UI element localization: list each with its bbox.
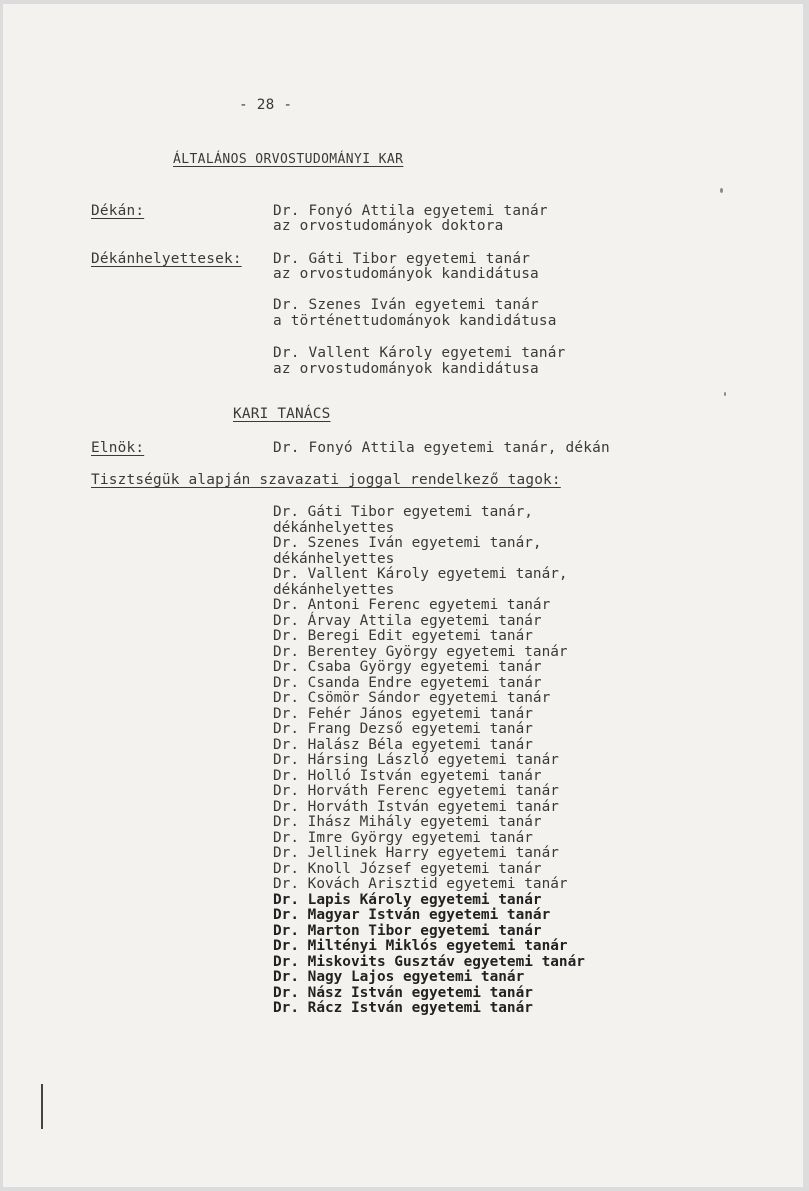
member-line: Dr. Miskovits Gusztáv egyetemi tanár (273, 953, 585, 970)
member-line: Dr. Antoni Ferenc egyetemi tanár (273, 597, 551, 613)
vice-dean-2-title: a történettudományok kandidátusa (273, 313, 557, 329)
member-line: Dr. Magyar István egyetemi tanár (273, 907, 551, 923)
vice-dean-1-name: Dr. Gáti Tibor egyetemi tanár (273, 251, 531, 267)
member-line: Dr. Miltényi Miklós egyetemi tanár (273, 938, 568, 954)
member-line: Dr. Fehér János egyetemi tanár (273, 705, 533, 722)
vice-deans-label: Dékánhelyettesek: (91, 251, 242, 267)
page-number: - 28 - (239, 97, 293, 113)
chair-label: Elnök: (91, 440, 145, 456)
member-line: Dr. Csaba György egyetemi tanár (273, 659, 542, 675)
member-line: Dr. Frang Dezső egyetemi tanár (273, 721, 533, 737)
margin-mark (41, 1084, 43, 1129)
member-line: dékánhelyettes (273, 519, 395, 536)
dean-label: Dékán: (91, 203, 145, 219)
member-line: Dr. Szenes Iván egyetemi tanár, (273, 535, 542, 551)
document-page (3, 4, 803, 1187)
council-title: KARI TANÁCS (233, 406, 331, 422)
vice-dean-2-name: Dr. Szenes Iván egyetemi tanár (273, 297, 539, 313)
vice-dean-3-title: az orvostudományok kandidátusa (273, 361, 539, 377)
member-line: Dr. Kovách Arisztid egyetemi tanár (273, 876, 568, 892)
member-line: Dr. Csanda Endre egyetemi tanár (273, 674, 542, 691)
dean-name: Dr. Fonyó Attila egyetemi tanár (273, 203, 548, 219)
faculty-title: ÁLTALÁNOS ORVOSTUDOMÁNYI KAR (173, 152, 404, 167)
members-heading: Tisztségük alapján szavazati joggal rendelkező tagok: (91, 472, 561, 488)
member-line: Dr. Halász Béla egyetemi tanár (273, 736, 533, 753)
member-line: Dr. Knoll József egyetemi tanár (273, 860, 542, 877)
member-line: Dr. Árvay Attila egyetemi tanár (273, 612, 542, 629)
vice-dean-1-title: az orvostudományok kandidátusa (273, 266, 539, 282)
member-line: Dr. Beregi Edit egyetemi tanár (273, 628, 533, 644)
member-line: Dr. Csömör Sándor egyetemi tanár (273, 690, 551, 706)
member-line: Dr. Lapis Károly egyetemi tanár (273, 891, 542, 908)
member-line: Dr. Vallent Károly egyetemi tanár, (273, 566, 568, 582)
vice-dean-3-name: Dr. Vallent Károly egyetemi tanár (273, 345, 566, 361)
member-line: Dr. Nász István egyetemi tanár (273, 984, 533, 1001)
member-line: Dr. Horváth Ferenc egyetemi tanár (273, 783, 559, 799)
member-line: Dr. Nagy Lajos egyetemi tanár (273, 969, 525, 985)
dean-title: az orvostudományok doktora (273, 218, 504, 234)
member-line: Dr. Imre György egyetemi tanár (273, 829, 533, 846)
member-line: Dr. Gáti Tibor egyetemi tanár, (273, 504, 533, 520)
member-line: Dr. Hársing László egyetemi tanár (273, 752, 559, 768)
members-list (273, 505, 585, 1017)
member-line: Dr. Horváth István egyetemi tanár (273, 798, 559, 815)
paper-speck (720, 188, 723, 193)
paper-speck (724, 392, 726, 396)
chair-value: Dr. Fonyó Attila egyetemi tanár, dékán (273, 440, 610, 456)
member-line: dékánhelyettes (273, 581, 395, 598)
member-line: Dr. Jellinek Harry egyetemi tanár (273, 845, 559, 861)
member-line: Dr. Marton Tibor egyetemi tanár (273, 922, 542, 939)
member-line: Dr. Holló István egyetemi tanár (273, 767, 542, 784)
member-line: Dr. Ihász Mihály egyetemi tanár (273, 814, 542, 830)
member-line: dékánhelyettes (273, 550, 395, 567)
member-line: Dr. Berentey György egyetemi tanár (273, 643, 568, 660)
member-line: Dr. Rácz István egyetemi tanár (273, 1000, 533, 1016)
